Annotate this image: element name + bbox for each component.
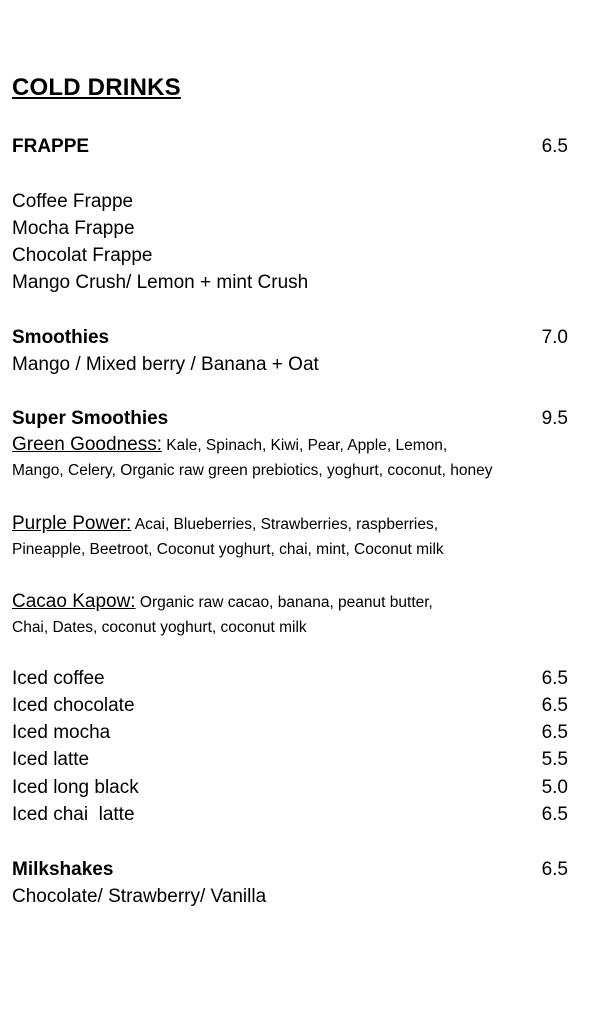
super-smoothie-ingredients: Chai, Dates, coconut yoghurt, coconut milk [12,619,307,636]
frappe-item: Mango Crush/ Lemon + mint Crush [12,272,309,293]
milkshakes-heading: Milkshakes [12,859,114,880]
super-smoothie-ingredients: Organic raw cacao, banana, peanut butter, [135,594,433,611]
super-smoothie-name: Green Goodness: [12,434,162,455]
super-smoothie-name: Cacao Kapow: [12,591,136,612]
super-smoothie-ingredients: Acai, Blueberries, Strawberries, raspberries, [131,516,439,533]
milkshakes-price: 6.5 [541,859,568,880]
frappe-heading: FRAPPE [12,136,90,157]
super-smoothie-ingredients: Kale, Spinach, Kiwi, Pear, Apple, Lemon, [161,437,448,454]
iced-drink-name: Iced long black [12,777,139,798]
super-smoothie-line [12,434,447,456]
iced-drink-price: 6.5 [541,668,568,689]
super-smoothie-name: Purple Power: [12,513,132,534]
super-smoothies-price: 9.5 [541,408,568,429]
frappe-price: 6.5 [541,136,568,157]
iced-drink-name: Iced coffee [12,668,105,689]
iced-drink-name: Iced latte [12,749,90,770]
page-title: COLD DRINKS [12,74,181,101]
iced-drink-name: Iced chocolate [12,695,135,716]
iced-drink-price: 5.0 [541,777,568,798]
frappe-item: Coffee Frappe [12,191,134,212]
iced-drink-name: Iced mocha [12,722,111,743]
super-smoothie-line [12,591,433,613]
iced-drink-price: 6.5 [541,722,568,743]
iced-drink-price: 6.5 [541,695,568,716]
super-smoothie-ingredients: Mango, Celery, Organic raw green prebiotics, yoghurt, coconut, honey [12,462,493,479]
super-smoothie-ingredients: Pineapple, Beetroot, Coconut yoghurt, chai, mint, Coconut milk [12,541,444,558]
iced-drink-name: Iced chai latte [12,804,135,825]
frappe-item: Chocolat Frappe [12,245,153,266]
iced-drink-price: 5.5 [541,749,568,770]
smoothies-heading: Smoothies [12,327,110,348]
iced-drink-price: 6.5 [541,804,568,825]
super-smoothies-heading: Super Smoothies [12,408,169,429]
frappe-item: Mocha Frappe [12,218,135,239]
smoothies-flavours: Mango / Mixed berry / Banana + Oat [12,354,319,375]
milkshakes-flavours: Chocolate/ Strawberry/ Vanilla [12,886,267,907]
super-smoothie-line [12,513,438,535]
smoothies-price: 7.0 [541,327,568,348]
